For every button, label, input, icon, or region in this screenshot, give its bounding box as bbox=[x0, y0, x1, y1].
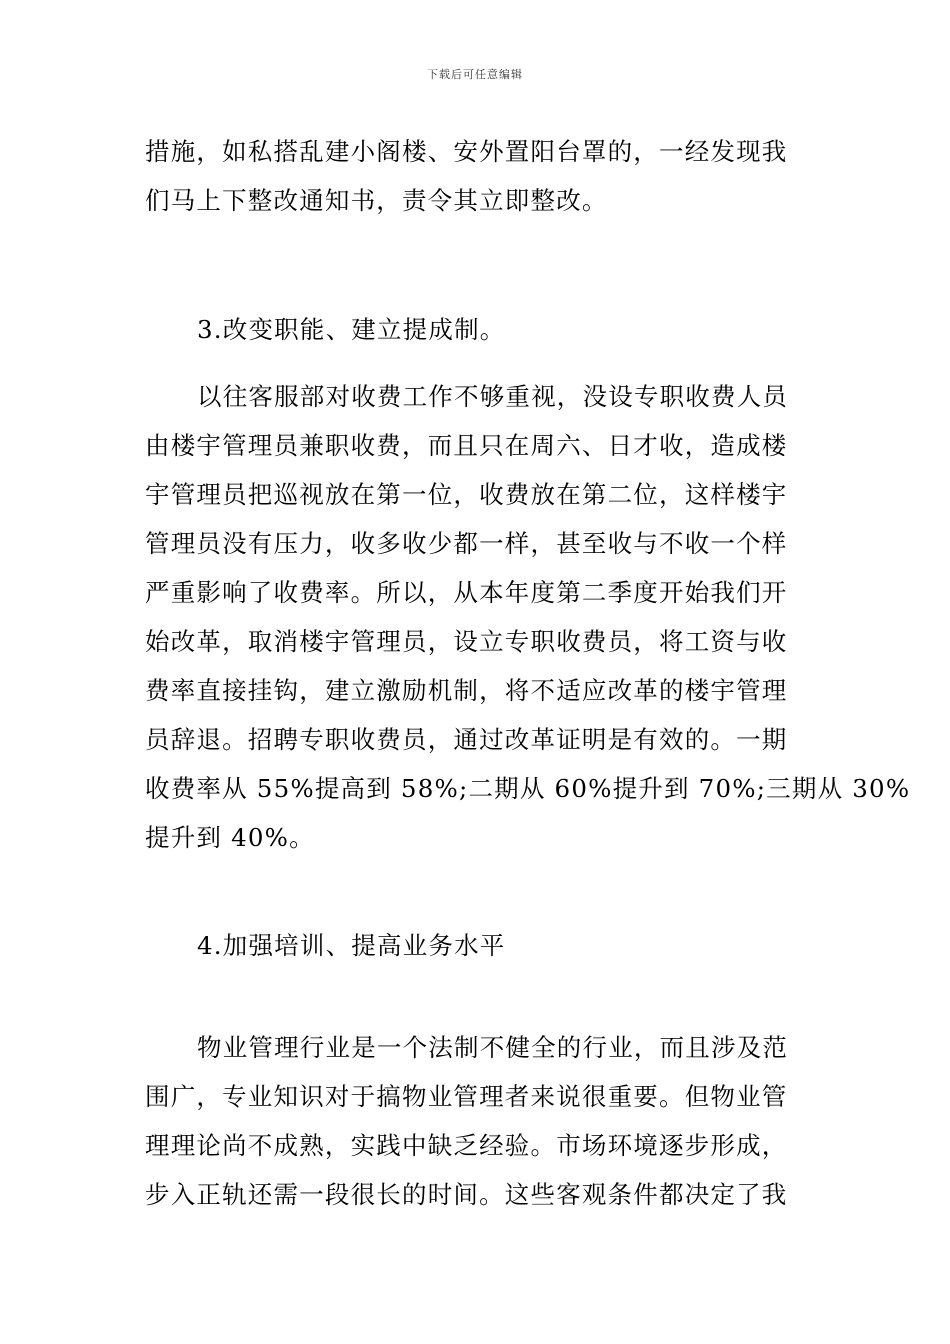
paragraph-3 bbox=[145, 1023, 807, 1219]
paragraph-line: 费率直接挂钩，建立激励机制，将不适应改革的楼宇管理 bbox=[145, 676, 788, 705]
paragraph-line: 严重影响了收费率。所以，从本年度第二季度开始我们开 bbox=[145, 578, 788, 607]
heading-text: 4.加强培训、提高业务水平 bbox=[197, 931, 506, 960]
paragraph-2 bbox=[145, 372, 911, 862]
paragraph-line: 们马上下整改通知书，责令其立即整改。 bbox=[145, 186, 608, 215]
paragraph-line: 提升到 40%。 bbox=[145, 823, 315, 852]
paragraph-line: 收费率从 55%提高到 58%;二期从 60%提升到 70%;三期从 30% bbox=[145, 774, 911, 803]
paragraph-line: 理理论尚不成熟，实践中缺乏经验。市场环境逐步形成， bbox=[145, 1131, 788, 1160]
paragraph-line: 始改革，取消楼宇管理员，设立专职收费员，将工资与收 bbox=[145, 627, 788, 656]
paragraph-line: 以往客服部对收费工作不够重视，没设专职收费人员 bbox=[197, 382, 789, 411]
paragraph-line: 物业管理行业是一个法制不健全的行业，而且涉及范 bbox=[197, 1033, 789, 1062]
header-note: 下载后可任意编辑 bbox=[427, 68, 523, 81]
paragraph-line: 管理员没有压力，收多收少都一样，甚至收与不收一个样 bbox=[145, 529, 788, 558]
section-heading-3 bbox=[145, 305, 807, 354]
paragraph-1 bbox=[145, 127, 807, 225]
section-heading-4 bbox=[145, 921, 807, 970]
heading-text: 3.改变职能、建立提成制。 bbox=[197, 315, 506, 344]
paragraph-line: 由楼宇管理员兼职收费，而且只在周六、日才收，造成楼 bbox=[145, 431, 788, 460]
paragraph-line: 员辞退。招聘专职收费员，通过改革证明是有效的。一期 bbox=[145, 725, 788, 754]
paragraph-line: 宇管理员把巡视放在第一位，收费放在第二位，这样楼宇 bbox=[145, 480, 788, 509]
paragraph-line: 措施，如私搭乱建小阁楼、安外置阳台罩的，一经发现我 bbox=[145, 137, 788, 166]
paragraph-line: 步入正轨还需一段很长的时间。这些客观条件都决定了我 bbox=[145, 1180, 788, 1209]
paragraph-line: 围广，专业知识对于搞物业管理者来说很重要。但物业管 bbox=[145, 1082, 788, 1111]
